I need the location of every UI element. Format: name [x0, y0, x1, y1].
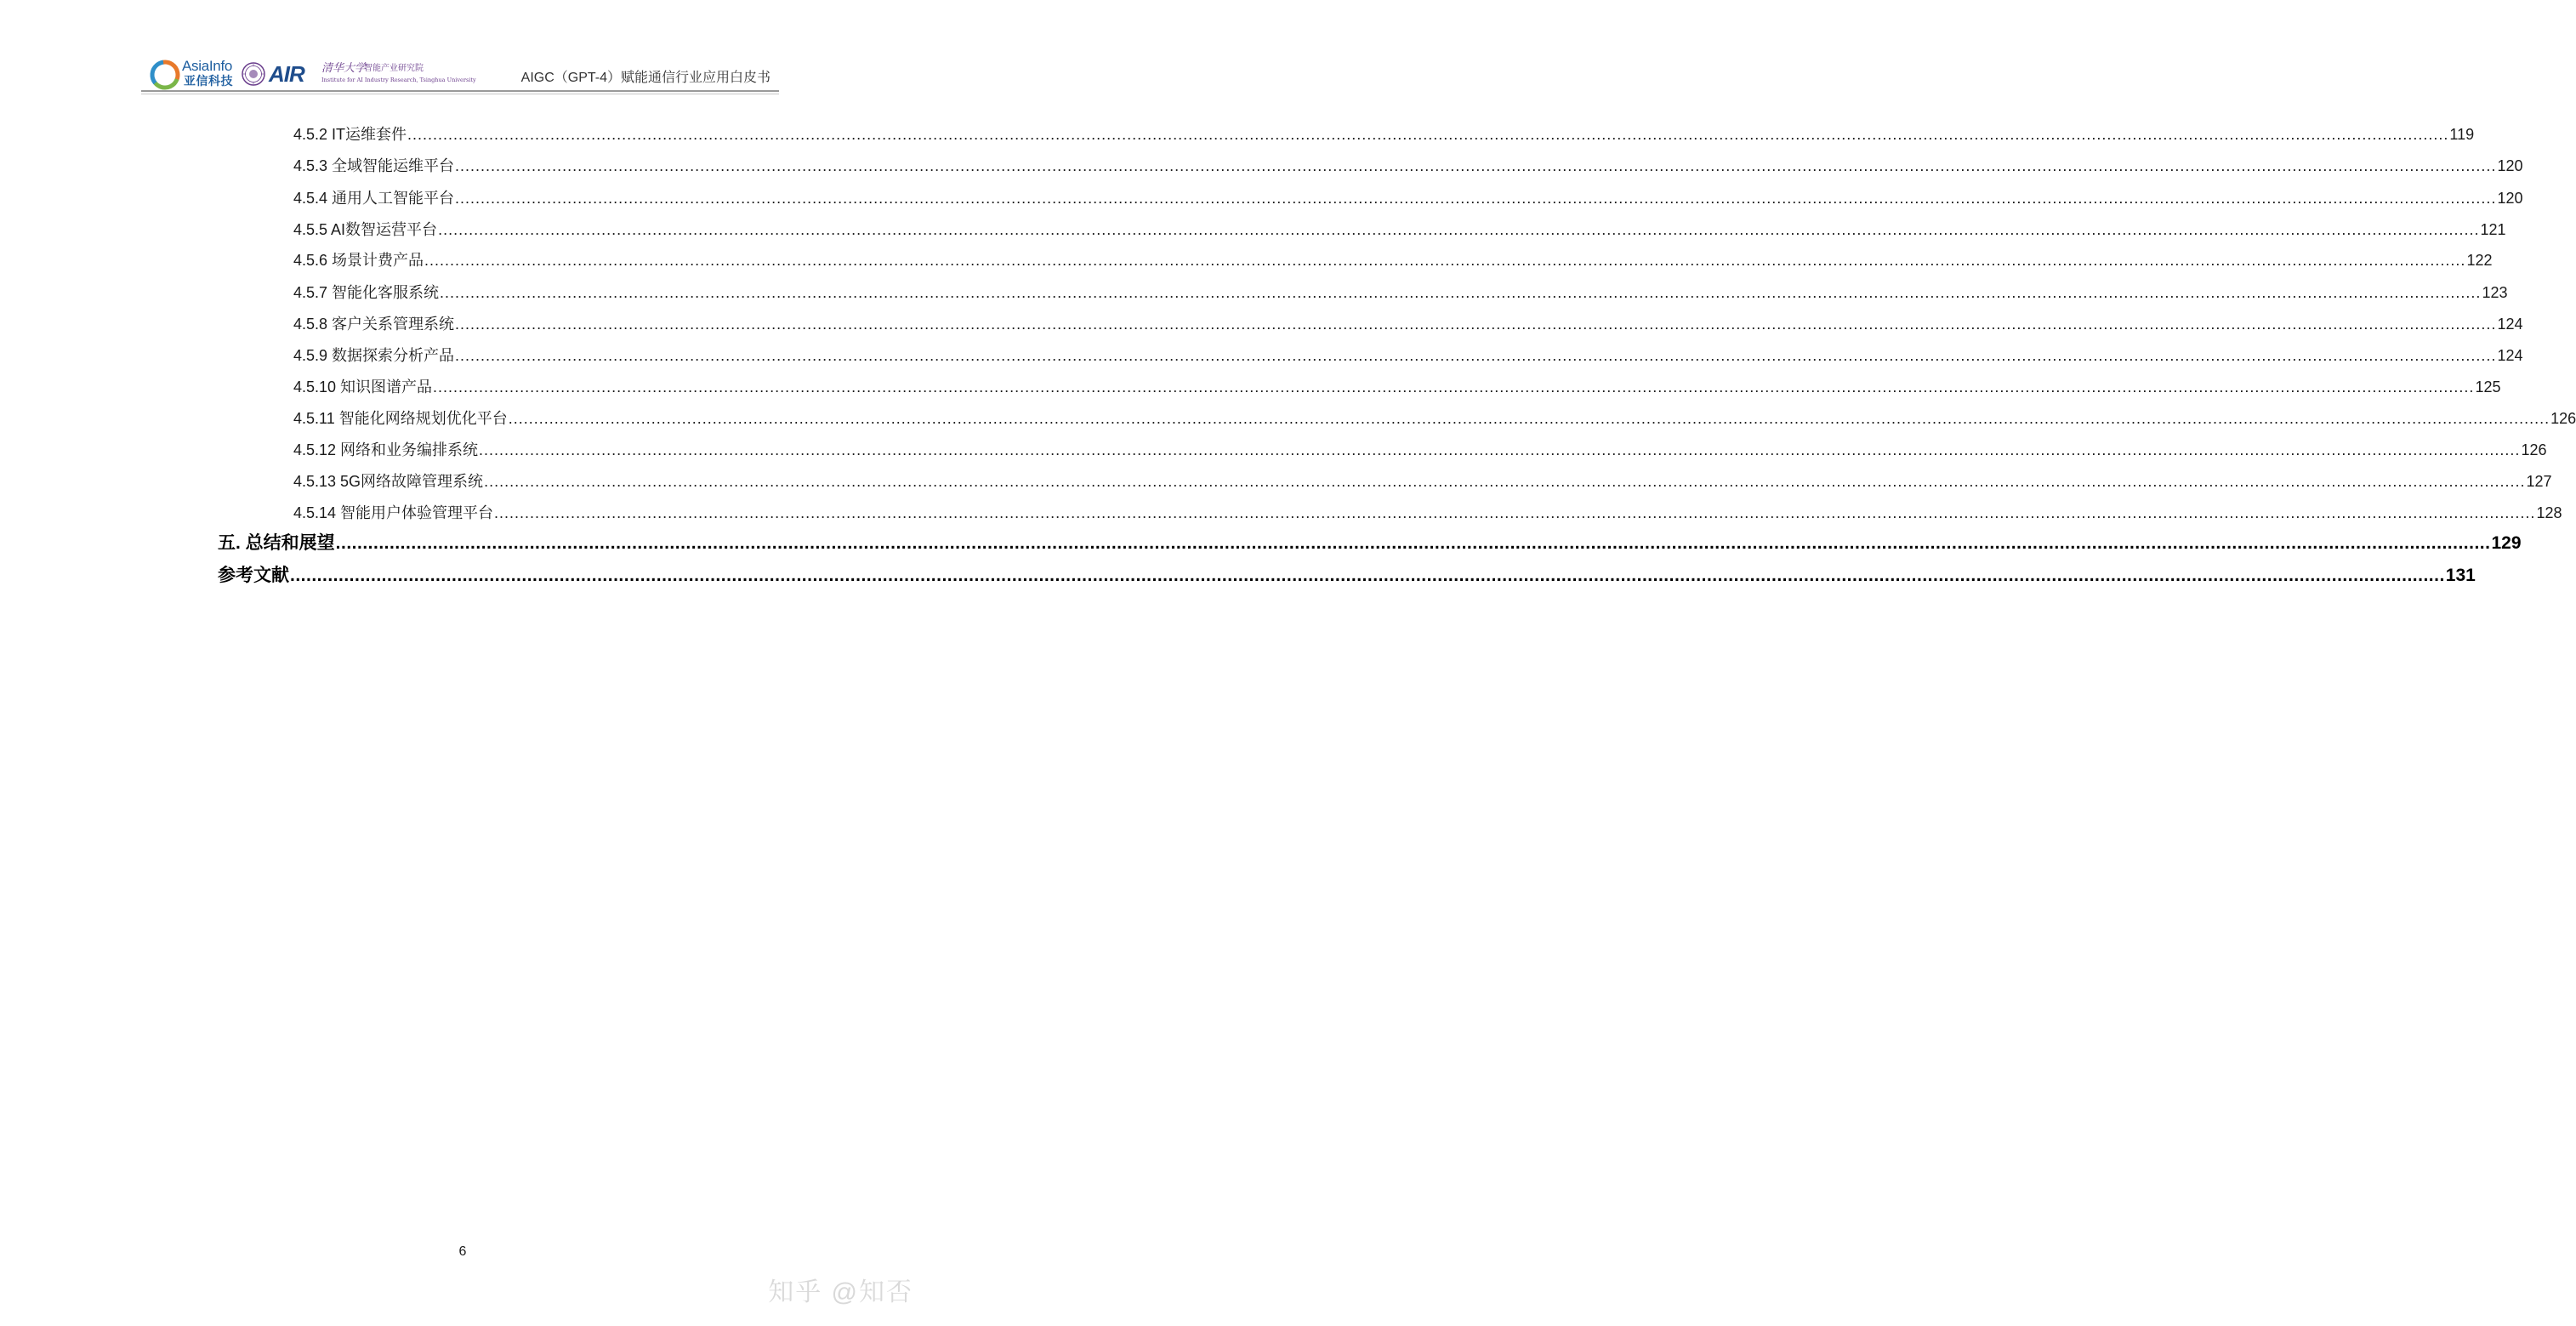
toc-entry[interactable]	[293, 438, 2547, 460]
toc-entry[interactable]	[293, 344, 2523, 366]
toc-leader-dots: ................................................................................................................................................................................................................................................................................................................................................................................................................	[440, 284, 2482, 301]
toc-leader-dots: ................................................................................................................................................................................................................................................................................................................................................................................................................	[479, 441, 2521, 458]
toc-entry[interactable]	[293, 248, 2493, 270]
toc-entry[interactable]	[293, 281, 2508, 303]
toc-entry-page: 127	[2526, 473, 2552, 490]
toc-entry-page: 126	[2550, 410, 2576, 427]
toc-entry-page: 124	[2497, 316, 2523, 333]
toc-entry[interactable]	[293, 122, 2475, 145]
asiainfo-logo-icon	[150, 60, 180, 90]
toc-entry-page: 129	[2491, 533, 2522, 553]
toc-entry[interactable]	[293, 375, 2501, 397]
toc-entry-page: 122	[2466, 252, 2493, 269]
toc-entry-page: 119	[2449, 126, 2475, 143]
page-number: 6	[458, 1244, 467, 1259]
toc-entry[interactable]	[293, 186, 2523, 208]
toc-leader-dots: ................................................................................................................................................................................................................................................................................................................................................................................................................	[424, 252, 2466, 269]
toc-entry-page: 128	[2536, 504, 2562, 521]
institute-en-name: Institute for AI Industry Research, Tsinghua University	[321, 77, 476, 83]
toc-leader-dots: ................................................................................................................................................................................................................................................................................................................................................................................................................	[508, 410, 2550, 427]
toc-entry-label: 4.5.5 AI数智运营平台	[293, 221, 438, 238]
toc-entry[interactable]	[218, 561, 2476, 587]
toc-entry-label: 4.5.2 IT运维套件	[293, 126, 407, 143]
toc-entry-label: 4.5.9 数据探索分析产品	[293, 347, 455, 364]
toc-entry-page: 120	[2497, 157, 2523, 174]
toc-entry[interactable]	[293, 312, 2523, 334]
toc-entry-page: 126	[2521, 441, 2547, 458]
toc-entry-label: 4.5.13 5G网络故障管理系统	[293, 473, 484, 490]
toc-entry-page: 123	[2482, 284, 2508, 301]
toc-leader-dots: ................................................................................................................................................................................................................................................................................................................................................................................................................	[484, 473, 2526, 490]
toc-leader-dots: ................................................................................................................................................................................................................................................................................................................................................................................................................	[433, 378, 2475, 396]
toc-entry-page: 131	[2445, 566, 2476, 585]
toc-entry[interactable]	[293, 218, 2506, 240]
toc-entry-page: 121	[2480, 221, 2506, 238]
toc-leader-dots: ................................................................................................................................................................................................................................................................................................................................................................................................................	[335, 533, 2491, 553]
toc-entry-label: 4.5.3 全域智能运维平台	[293, 157, 455, 174]
tsinghua-seal-icon	[242, 62, 265, 86]
toc-entry-label: 五. 总结和展望	[218, 533, 335, 553]
air-logo: AIR	[269, 61, 304, 87]
toc-leader-dots: ................................................................................................................................................................................................................................................................................................................................................................................................................	[494, 504, 2536, 521]
zhihu-watermark: 知乎 @知否	[768, 1278, 913, 1306]
header-divider	[141, 90, 779, 92]
asiainfo-name: AsiaInfo	[182, 58, 233, 74]
toc-leader-dots: ................................................................................................................................................................................................................................................................................................................................................................................................................	[407, 126, 2449, 143]
toc-leader-dots: ................................................................................................................................................................................................................................................................................................................................................................................................................	[455, 316, 2497, 333]
toc-entry-page: 124	[2497, 347, 2523, 364]
institute-cn-name: 智能产业研究院	[364, 64, 424, 73]
asiainfo-cn-name: 亚信科技	[184, 74, 233, 88]
page-header	[141, 54, 779, 94]
toc-entry[interactable]	[293, 470, 2552, 492]
toc-entry-label: 4.5.7 智能化客服系统	[293, 284, 440, 301]
toc-leader-dots: ................................................................................................................................................................................................................................................................................................................................................................................................................	[455, 190, 2497, 207]
toc-entry-page: 120	[2497, 190, 2523, 207]
toc-entry-label: 4.5.6 场景计费产品	[293, 252, 424, 269]
toc-entry-label: 4.5.12 网络和业务编排系统	[293, 441, 479, 458]
toc-entry-label: 4.5.14 智能用户体验管理平台	[293, 504, 494, 521]
toc-leader-dots: ................................................................................................................................................................................................................................................................................................................................................................................................................	[455, 347, 2497, 364]
toc-entry-label: 4.5.10 知识图谱产品	[293, 378, 433, 396]
toc-entry[interactable]	[293, 154, 2523, 176]
toc-entry-label: 4.5.11 智能化网络规划优化平台	[293, 410, 508, 427]
toc-entry[interactable]	[293, 407, 2576, 429]
toc-leader-dots: ................................................................................................................................................................................................................................................................................................................................................................................................................	[455, 157, 2497, 174]
toc-entry[interactable]	[293, 501, 2562, 523]
toc-entry-page: 125	[2475, 378, 2501, 396]
toc-entry[interactable]	[218, 529, 2522, 555]
toc-entry-label: 4.5.8 客户关系管理系统	[293, 316, 455, 333]
toc-leader-dots: ................................................................................................................................................................................................................................................................................................................................................................................................................	[290, 566, 2445, 585]
tsinghua-name: 清华大学	[321, 62, 367, 75]
toc-entry-label: 参考文献	[218, 566, 289, 585]
toc-entry-label: 4.5.4 通用人工智能平台	[293, 190, 455, 207]
toc-leader-dots: ................................................................................................................................................................................................................................................................................................................................................................................................................	[438, 221, 2480, 238]
document-title: AIGC（GPT-4）赋能通信行业应用白皮书	[520, 71, 771, 85]
